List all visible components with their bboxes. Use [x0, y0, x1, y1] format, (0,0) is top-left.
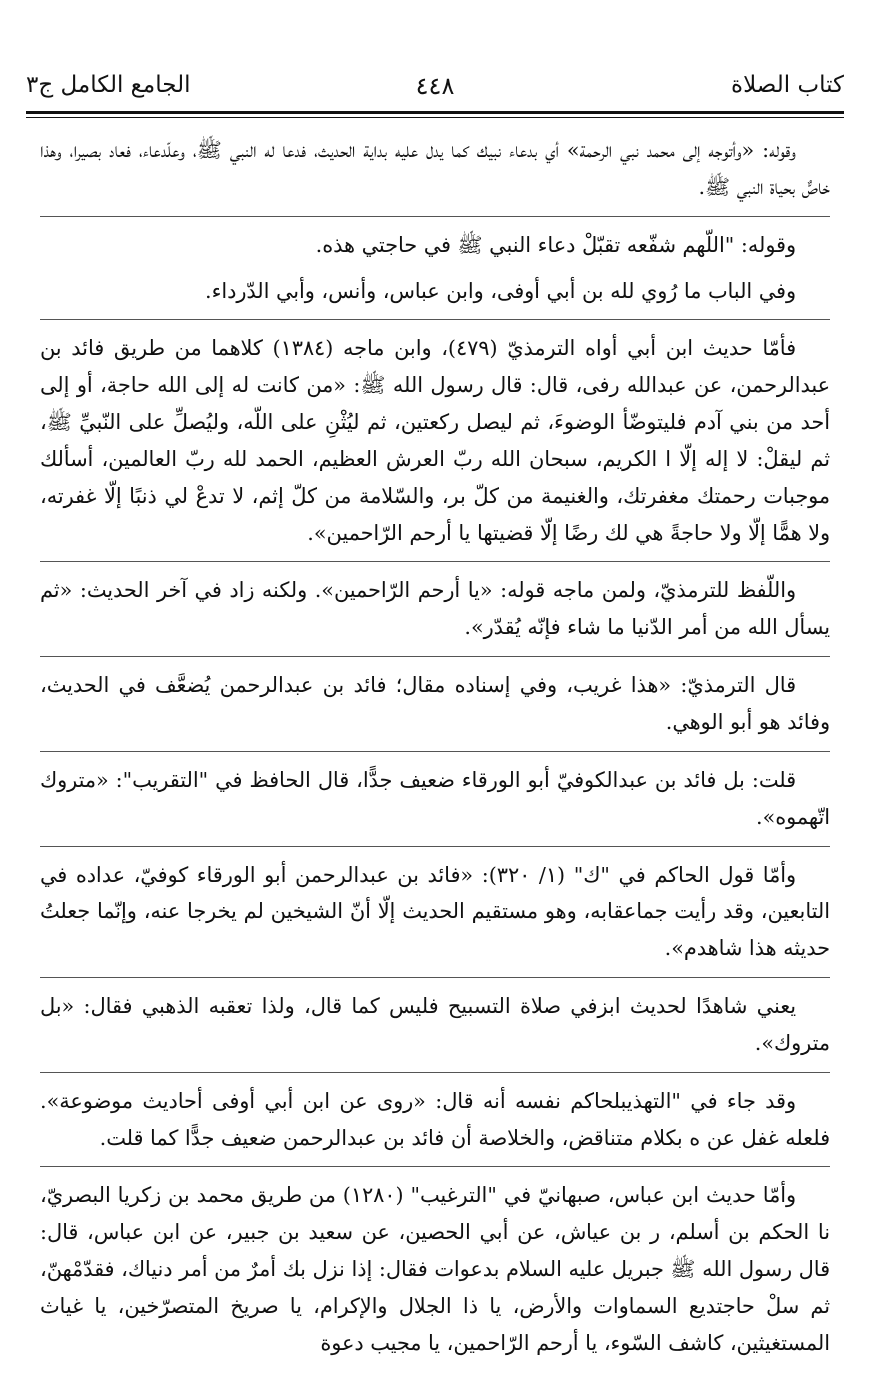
- paragraph: وفي الباب ما رُوي لله بن أبي أوفى، وابن عباس، وأنس، وأبي الدّرداء.: [40, 273, 830, 321]
- page-number: ٤٤٨: [415, 72, 455, 100]
- paragraph: قال الترمذيّ: «هذا غريب، وفي إسناده مقال؛ فائد بن عبدالرحمن يُضعَّف في الحديث، وفائد هو أبو الوهي.: [40, 667, 830, 752]
- header-rule-thick: [26, 111, 844, 114]
- book-title: كتاب الصلاة: [731, 72, 844, 98]
- header-rule-thin: [26, 117, 844, 118]
- paragraph: وأمّا قول الحاكم في "ك" (١/ ٣٢٠): «فائد بن عبدالرحمن أبو الورقاء كوفيّ، عداده في التابعين، وقد رأيت جماعقابه، وهو مستقيم الحديث إلّا أنّ الشيخين لم يخرجا عنه، وإنّما جعلتُ حديثه هذا شاهدم».: [40, 857, 830, 979]
- paragraph: يعني شاهدًا لحديث ابزفي صلاة التسبيح فليس كما قال، ولذا تعقبه الذهبي فقال: «بل متروك».: [40, 988, 830, 1073]
- paragraph: وقد جاء في "التهذيبلحاكم نفسه أنه قال: «روى عن ابن أبي أوفى أحاديث موضوعة». فلعله غفل عن ه بكلام متناقض، والخلاصة أن فائد بن عبدالرحمن ضعيف جدًّا كما قلت.: [40, 1083, 830, 1168]
- paragraph: وقوله: "اللّهم شفّعه تقبّلْ دعاء النبي ﷺ في حاجتي هذه.: [315, 232, 796, 257]
- paragraph: وقوله: «وأتوجه إلى محمد نبي الرحمة» أي بدعاء نبيك كما يدل عليه بداية الحديث، فدعا له النبي ﷺ، وعلّدعاء، فعاد بصيرا، وهذا خاصٌّ بحياة النبي ﷺ.: [40, 132, 830, 217]
- running-header: [26, 62, 844, 112]
- main-text: [40, 132, 830, 1371]
- paragraph: وأمّا حديث ابن عباس، صبهانيّ في "الترغيب" (١٢٨٠) من طريق محمد بن زكريا البصريّ، نا الحكم بن أسلم، ر بن عياش، عن أبي الحصين، عن سعيد بن جبير، عن ابن عباس، قال: قال رسول الله ﷺ جبريل عليه السلام بدعوات فقال: إذا نزل بك أمرٌ من أمر دنياك، فقدّمْهنّ، ثم سلْ حاجتديع السماوات والأرض، يا ذا الجلال والإكرام، يا صريخ المتصرّخين، يا غياث المستغيثين، كاشف السّوء، يا أرحم الرّاحمين، يا مجيب دعوة: [40, 1183, 830, 1355]
- paragraph: واللّفظ للترمذيّ، ولمن ماجه قوله: «يا أرحم الرّاحمين». ولكنه زاد في آخر الحديث: «ثم يسأل الله من أمر الدّنيا ما شاء فإنّه يُقدّر».: [40, 572, 830, 657]
- volume-title: الجامع الكامل ج٣: [26, 72, 191, 98]
- paragraph: فأمّا حديث ابن أبي أواه الترمذيّ (٤٧٩)، وابن ماجه (١٣٨٤) كلاهما من طريق فائد بن عبدالرحمن، عن عبدالله رفى، قال: قال رسول الله ﷺ: «من كانت له إلى الله حاجة، أو إلى أحد من بني آدم فليتوضّأ الوضوءَ، ثم ليصل ركعتين، ثم ليُثْنِ على اللّه، وليُصلِّ على النّبيِّ ﷺ، ثم ليقلْ: لا إله إلّا ا الكريم، سبحان الله ربّ العرش العظيم، الحمد لله ربّ العالمين، أسألك موجبات رحمتك مغفرتك، والغنيمة من كلّ بر، والسّلامة من كلّ إثم، لا تدعْ لي ذنبًا إلّا غفرته، ولا همًّا إلّا ولا حاجةً هي لك رضًا إلّا قضيتها يا أرحم الرّاحمين».: [40, 330, 830, 562]
- paragraph: قلت: بل فائد بن عبدالكوفيّ أبو الورقاء ضعيف جدًّا، قال الحافظ في "التقريب": «متروك اتّهموه».: [40, 762, 830, 847]
